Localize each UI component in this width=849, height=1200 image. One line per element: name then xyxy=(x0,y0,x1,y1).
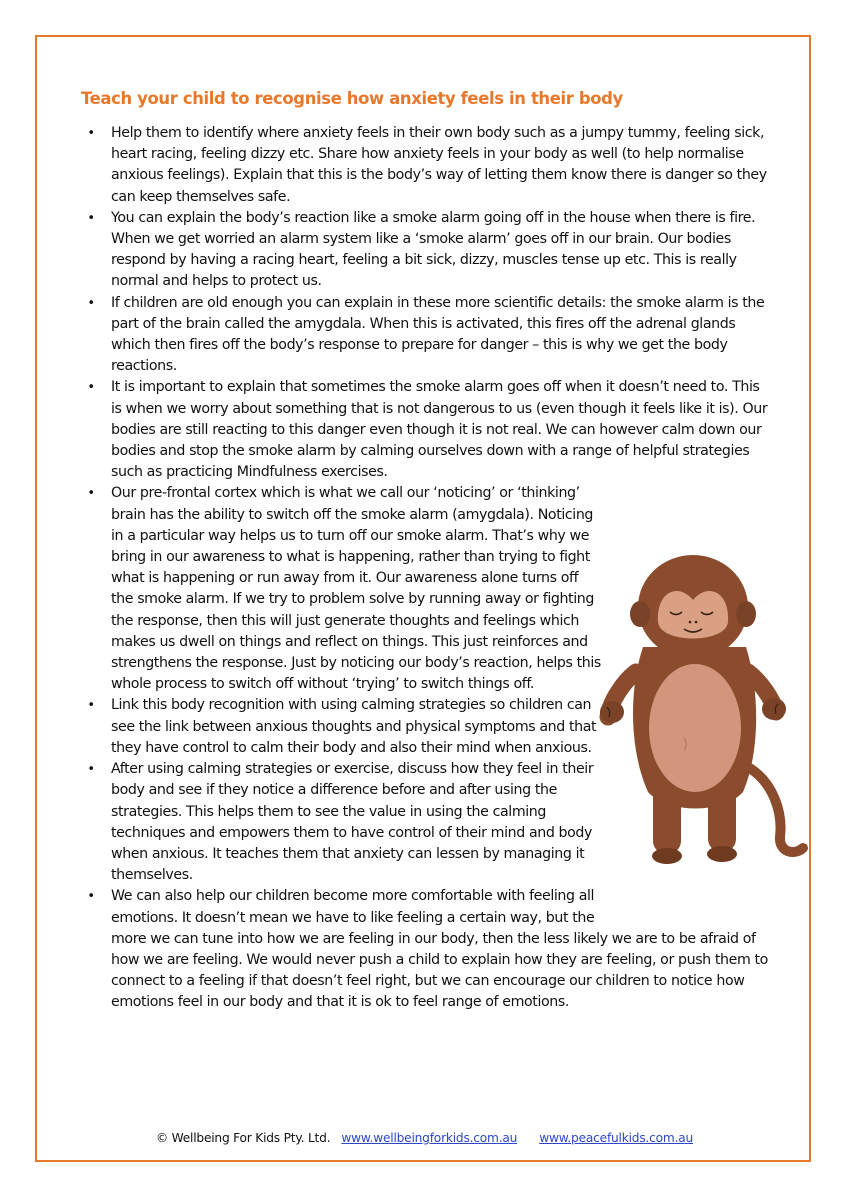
bullet-icon: • xyxy=(87,210,95,226)
list-item xyxy=(84,886,774,1013)
list-item-text: We can also help our children become more comfortable with feeling all emotions. It doesn’t mean we have to like feeling a certain way, but the more we can tune into how we are feeling in our body, then the less likely we are to be afraid of how we are feeling. We would never push a child to explain how they are feeling, or push them to connect to a feeling if that doesn’t feel right, but we can encourage our children to notice how emotions feel in our body and that it is ok to feel range of emotions. xyxy=(111,888,768,1011)
monkey-belly xyxy=(649,664,741,792)
monkey-left-foot xyxy=(652,848,682,864)
peacefulkids-link[interactable]: www.peacefulkids.com.au xyxy=(539,1131,694,1145)
monkey-nose-left xyxy=(689,621,692,624)
copyright-text: © Wellbeing For Kids Pty. Ltd. xyxy=(155,1131,331,1145)
bullet-icon: • xyxy=(87,698,95,714)
monkey-right-hand xyxy=(762,698,786,720)
list-item xyxy=(84,123,774,208)
list-item xyxy=(84,208,774,293)
list-item xyxy=(84,293,774,378)
list-item-text: After using calming strategies or exercise, discuss how they feel in their body and see if they notice a difference before and after using the strategies. This helps them to see the value in using the calming techniques and empowers them to have control of their mind and body when anxious. It teaches them that anxiety can lessen by managing it themselves. xyxy=(111,761,594,884)
bullet-icon: • xyxy=(87,762,95,778)
list-item-text: You can explain the body’s reaction like a smoke alarm going off in the house when there is fire. When we get worried an alarm system like a ‘smoke alarm’ goes off in our brain. Our bodies respond by having a racing heart, feeling a bit sick, dizzy, muscles tense up etc. This is really normal and helps to protect us. xyxy=(111,209,756,290)
list-item-text: If children are old enough you can explain in these more scientific details: the smoke alarm is the part of the brain called the amygdala. When this is activated, this fires off the adrenal glands which then fires off the body’s response to prepare for danger – this is why we get the body reactions. xyxy=(111,294,765,375)
monkey-left-hand xyxy=(600,701,624,723)
monkey-nose-right xyxy=(695,621,698,624)
bullet-icon: • xyxy=(87,126,95,141)
bullet-icon: • xyxy=(87,486,95,502)
list-item-text: Help them to identify where anxiety feels in their own body such as a jumpy tummy, feeling sick, heart racing, feeling dizzy etc. Share how anxiety feels in your body as well (to help normalise anxious feelings). Explain that this is the body’s way of letting them know there is danger so they can keep themselves safe. xyxy=(111,125,767,205)
monkey-illustration-icon xyxy=(598,552,810,872)
section-heading: Teach your child to recognise how anxiety feels in their body xyxy=(81,89,623,108)
wellbeingforkids-link[interactable]: www.wellbeingforkids.com.au xyxy=(341,1131,518,1145)
bullet-icon: • xyxy=(87,380,95,396)
list-item xyxy=(84,377,774,483)
list-item-text: Link this body recognition with using calming strategies so children can see the link between anxious thoughts and physical symptoms and that they have control to calm their body and also their mind when anxious. xyxy=(111,697,597,756)
bullet-icon: • xyxy=(87,889,95,905)
monkey-illustration xyxy=(598,552,810,872)
list-item-text: Our pre-frontal cortex which is what we call our ‘noticing’ or ‘thinking’ brain has the ability to switch off the smoke alarm (amygdala). Noticing in a particular way helps us to turn off our smoke alarm. That’s why we bring in our awareness to what is happening, rather than trying to fight what is happening or run away from it. Our awareness alone turns off the smoke alarm. If we try to problem solve by running away or fighting the response, then this will just generate thoughts and feelings which makes us dwell on things and reflect on things. This just reinforces and strengthens the response. Just by noticing our body’s reaction, helps this whole process to switch off without ‘trying’ to switch things off. xyxy=(111,485,601,693)
monkey-right-ear xyxy=(736,601,756,627)
monkey-left-ear xyxy=(630,601,650,627)
monkey-tail xyxy=(748,767,803,852)
bullet-icon: • xyxy=(87,295,95,311)
monkey-right-foot xyxy=(707,846,737,862)
page-footer xyxy=(0,1131,849,1145)
list-item-text: It is important to explain that sometimes the smoke alarm goes off when it doesn’t need to. This is when we worry about something that is not dangerous to us (even though it feels like it is). Our bodies are still reacting to this danger even though it is not real. We can however calm down our bodies and stop the smoke alarm by calming ourselves down with a range of helpful strategies such as practicing Mindfulness exercises. xyxy=(111,379,768,481)
